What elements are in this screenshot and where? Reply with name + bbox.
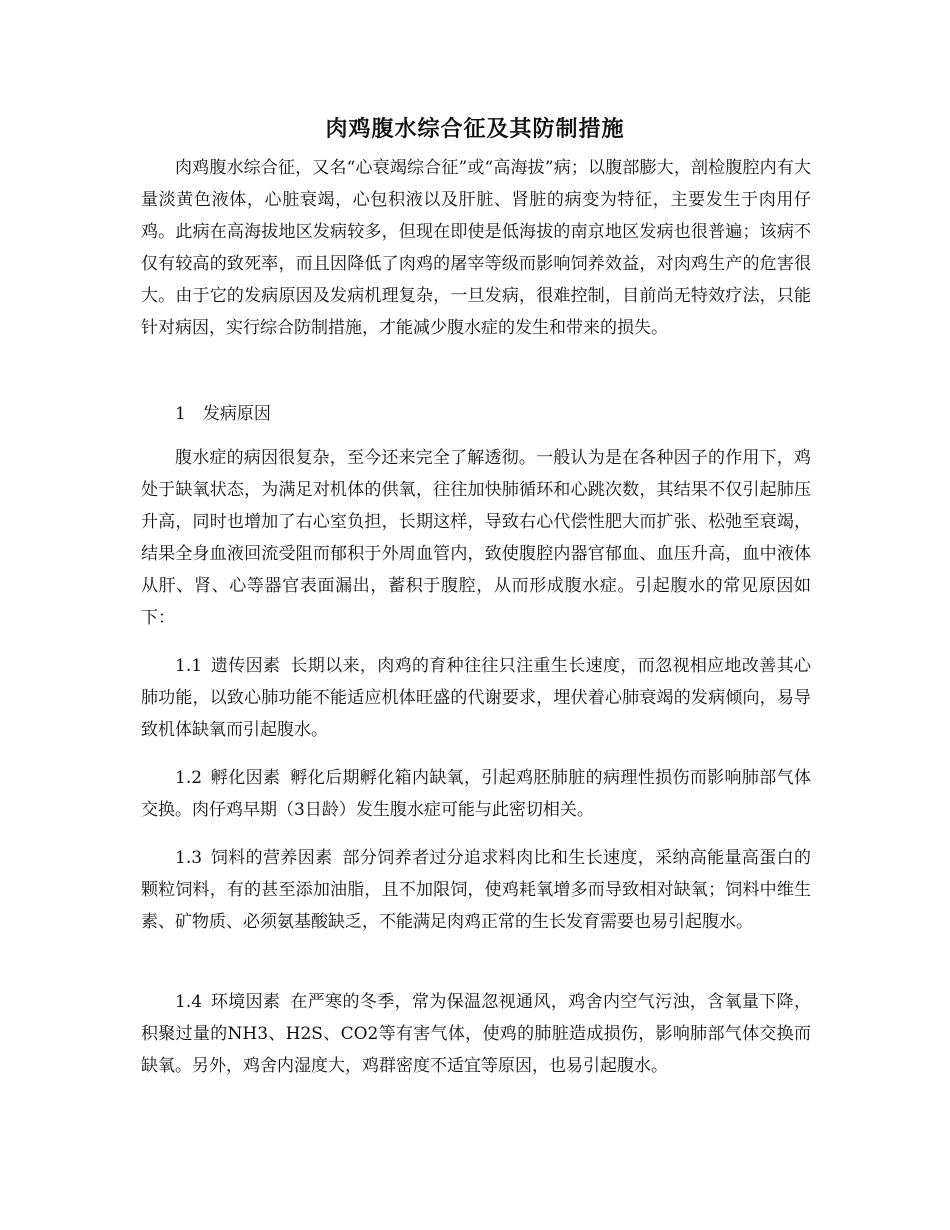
subsection-label: 饲料的营养因素	[210, 848, 333, 868]
section-number: 1	[175, 404, 186, 424]
page-title: 肉鸡腹水综合征及其防制措施	[325, 116, 625, 142]
subsection-label: 孵化因素	[210, 768, 281, 788]
subsection-paragraph	[141, 762, 811, 826]
section-heading	[141, 398, 811, 430]
subsection-number: 1.3	[175, 848, 203, 868]
subsection-text: 部分饲养者过分追求料肉比和生长速度，采纳高能量高蛋白的颗粒饲料，有的甚至添加油脂，且不加限饲，使鸡耗氧增多而导致相对缺氧；饲料中维生素、矿物质、必须氨基酸缺乏，不能满足肉鸡正常的生长发育需要也易引起腹水。	[141, 848, 812, 932]
subsection-label: 遗传因素	[210, 656, 281, 676]
subsection-number: 1.4	[175, 992, 203, 1012]
subsection-text: 孵化后期孵化箱内缺氧，引起鸡胚肺脏的病理性损伤而影响肺部气体交换。肉仔鸡早期（3日龄）发生腹水症可能与此密切相关。	[141, 768, 812, 820]
subsection-paragraph	[141, 650, 811, 746]
subsection-paragraph	[141, 842, 811, 938]
subsection-number: 1.2	[175, 768, 203, 788]
section-body-paragraph: 腹水症的病因很复杂，至今还来完全了解透彻。一般认为是在各种因子的作用下，鸡处于缺氧状态，为满足对机体的供氧，往往加快肺循环和心跳次数，其结果不仅引起肺压升高，同时也增加了右心室负担，长期这样，导致右心代偿性肥大而扩张、松弛至衰竭，结果全身血液回流受阻而郁积于外周血管内，致使腹腔内器官郁血、血压升高，血中液体从肝、肾、心等器官表面漏出，蓄积于腹腔，从而形成腹水症。引起腹水的常见原因如下：	[141, 448, 811, 628]
intro-paragraph: 肉鸡腹水综合征，又名“心衰竭综合征”或“高海拔”病；以腹部膨大，剖检腹腔内有大量淡黄色液体，心脏衰竭，心包积液以及肝脏、肾脏的病变为特征，主要发生于肉用仔鸡。此病在高海拔地区发病较多，但现在即使是低海拔的南京地区发病也很普遍；该病不仅有较高的致死率，而且因降低了肉鸡的屠宰等级而影响饲养效益，对肉鸡生产的危害很大。由于它的发病原因及发病机理复杂，一旦发病，很难控制，目前尚无特效疗法，只能针对病因，实行综合防制措施，才能减少腹水症的发生和带来的损失。	[141, 158, 811, 338]
subsection-text: 长期以来，肉鸡的育种往往只注重生长速度，而忽视相应地改善其心肺功能，以致心肺功能不能适应机体旺盛的代谢要求，埋伏着心肺衰竭的发病倾向，易导致机体缺氧而引起腹水。	[141, 656, 812, 740]
subsection-number: 1.1	[175, 656, 203, 676]
section-heading-text: 发病原因	[202, 404, 271, 424]
subsection-text: 在严寒的冬季，常为保温忽视通风，鸡舍内空气污浊，含氧量下降，积聚过量的NH3、H2S、CO2等有害气体，使鸡的肺脏造成损伤，影响肺部气体交换而缺氧。另外，鸡舍内湿度大，鸡群密度不适宜等原因，也易引起腹水。	[141, 992, 812, 1076]
subsection-paragraph	[141, 986, 811, 1082]
subsection-label: 环境因素	[210, 992, 281, 1012]
